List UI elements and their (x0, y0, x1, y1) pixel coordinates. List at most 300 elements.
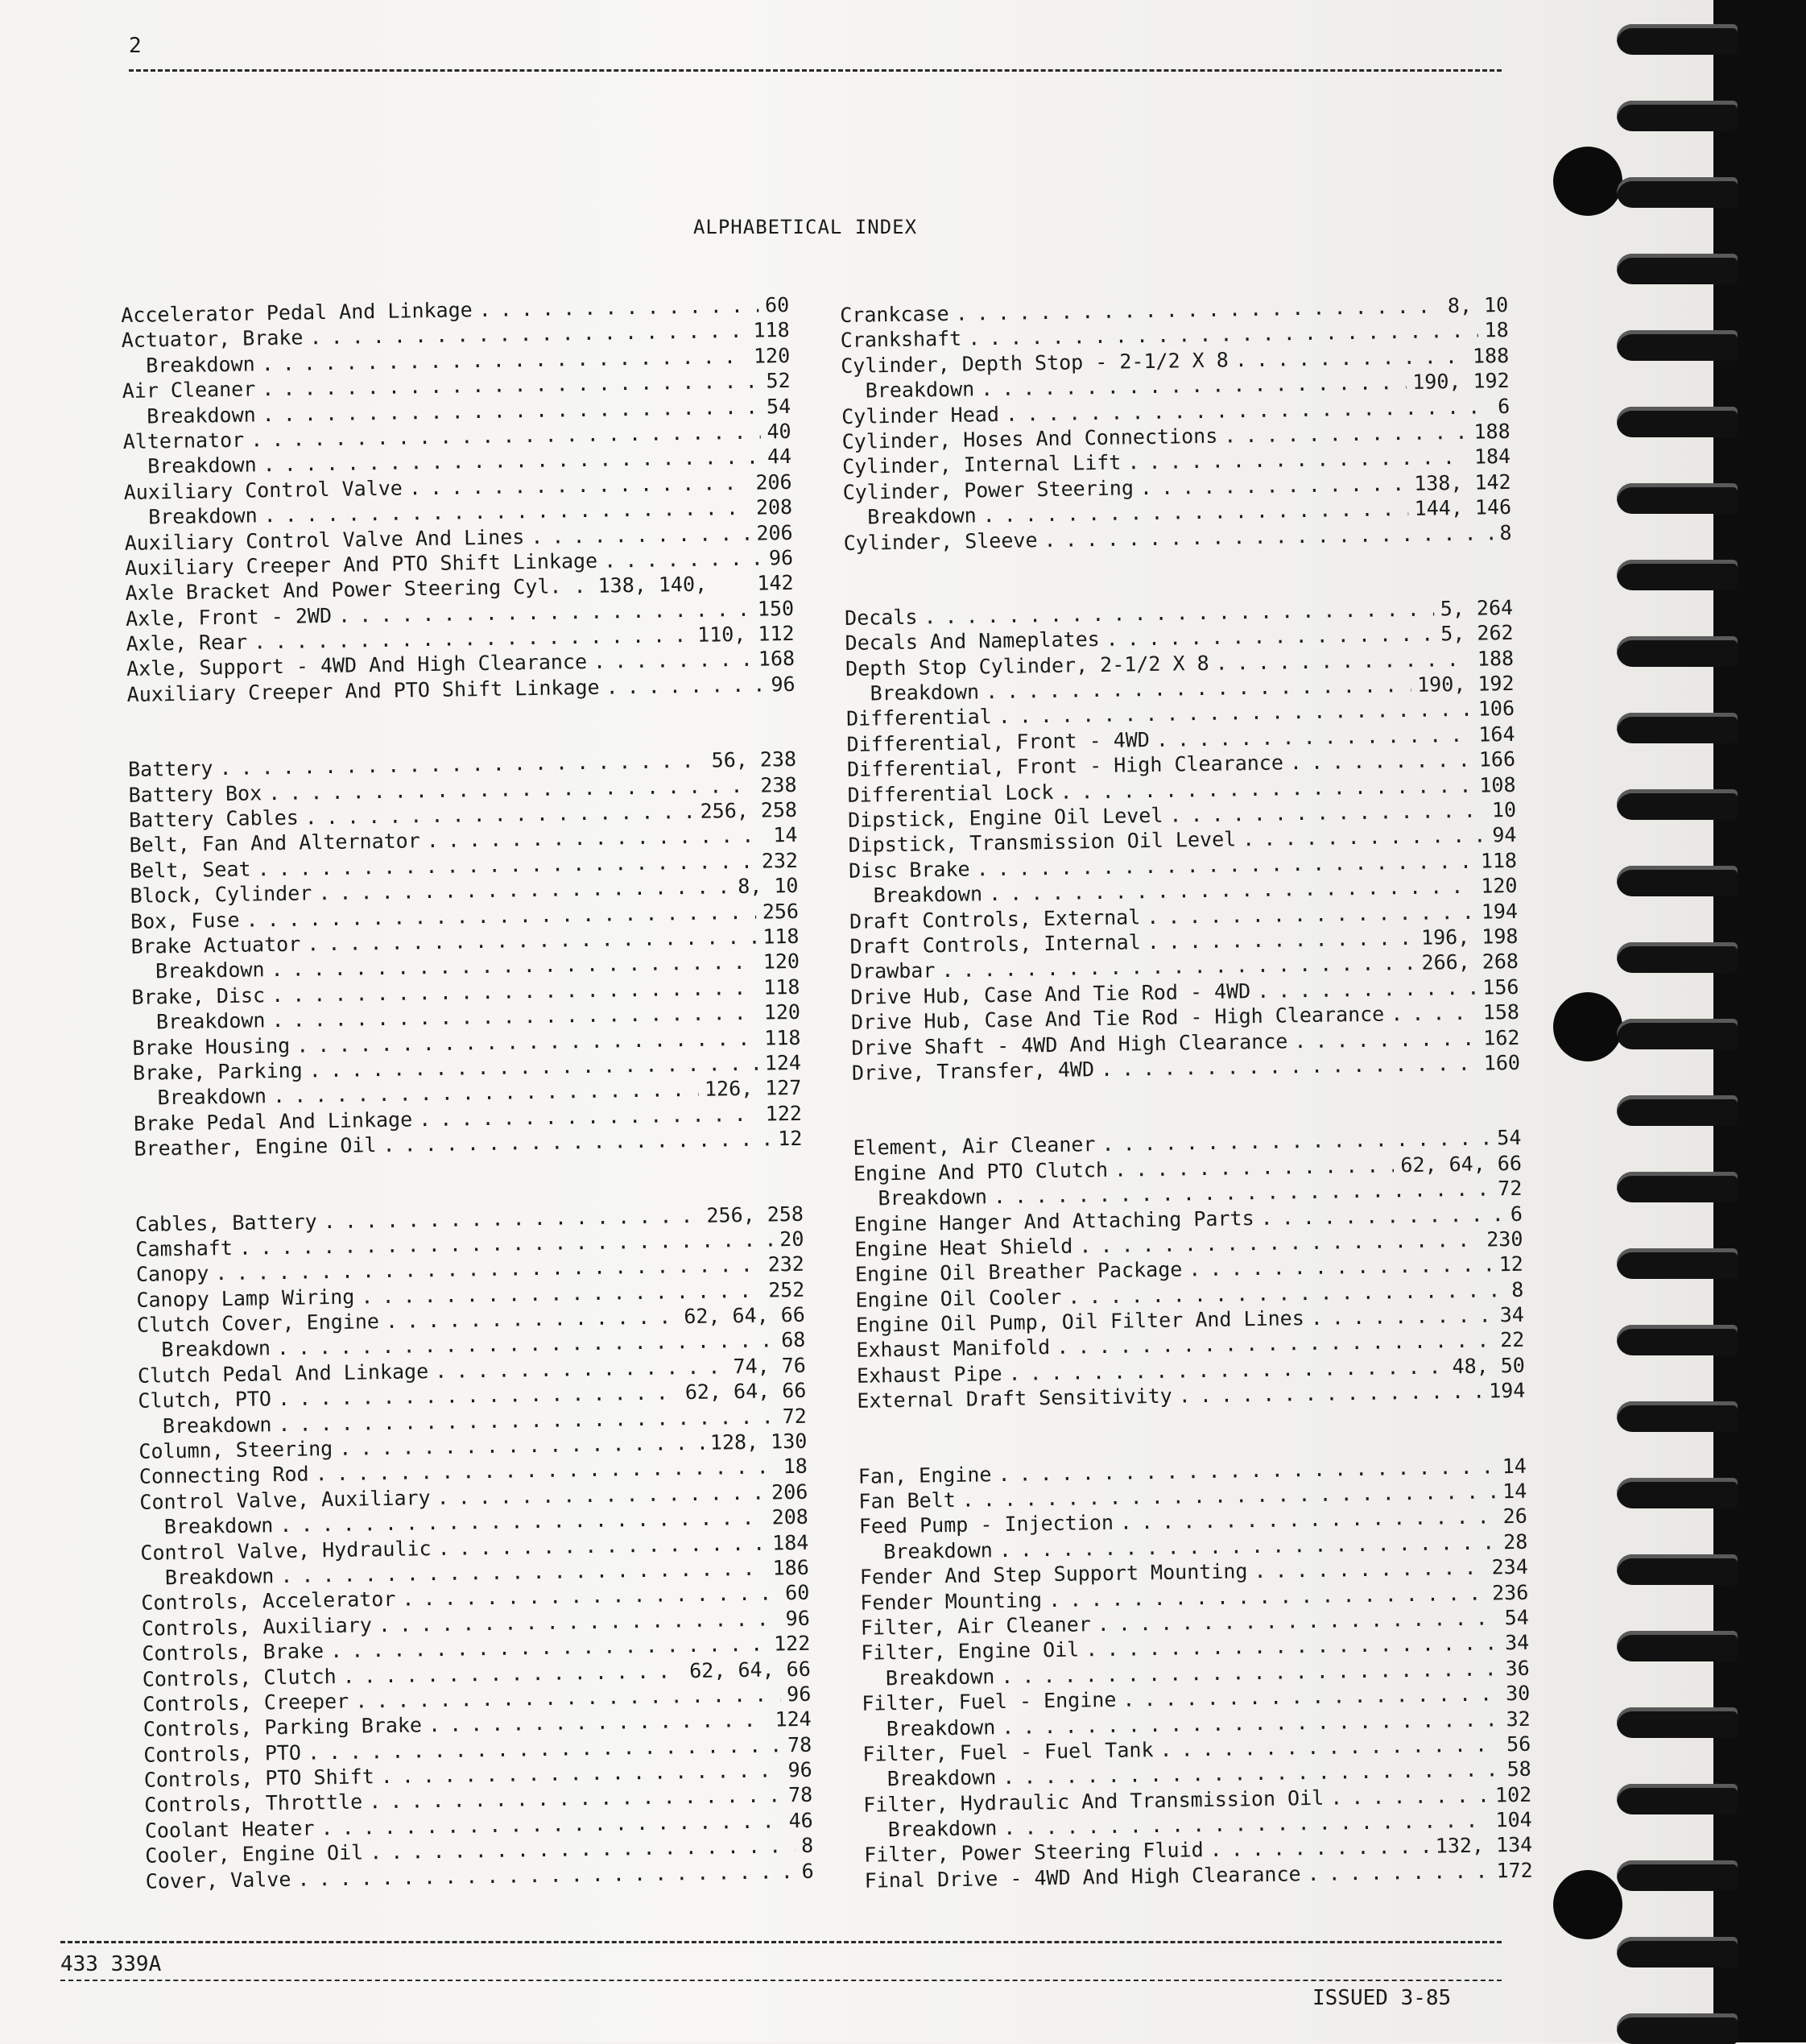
page-number: 2 (129, 34, 142, 58)
dot-leader (1242, 823, 1486, 852)
entry-label: Exhaust Pipe (856, 1361, 1002, 1388)
entry-pages: 132, 134 (1435, 1833, 1533, 1859)
entry-label: Controls, PTO (143, 1740, 302, 1767)
entry-label: Differential, Front - High Clearance (846, 751, 1284, 782)
entry-label: Breakdown (878, 1185, 988, 1210)
binding-coil (1617, 1937, 1738, 1967)
entry-label: Controls, Clutch (142, 1664, 337, 1691)
entry-pages: 238 (760, 772, 797, 797)
binding-coil (1617, 713, 1738, 743)
entry-label: Controls, Auxiliary (141, 1613, 373, 1641)
entry-label: Breakdown (147, 503, 258, 529)
entry-pages: 62, 64, 66 (1400, 1151, 1523, 1177)
dot-leader (1178, 1379, 1482, 1409)
spiral-binding (1594, 0, 1806, 2042)
entry-label: Clutch Pedal And Linkage (137, 1359, 429, 1388)
entry-label: Connecting Rod (138, 1462, 309, 1489)
binding-coil (1617, 636, 1738, 667)
entry-pages: 252 (767, 1277, 805, 1302)
index-section (840, 292, 1512, 556)
entry-pages: 18 (783, 1454, 808, 1479)
entry-pages: 162 (1483, 1025, 1520, 1050)
entry-pages: 34 (1499, 1302, 1525, 1327)
entry-pages: 184 (771, 1530, 809, 1555)
entry-label: Controls, Throttle (144, 1790, 363, 1818)
entry-label: Fender Mounting (860, 1587, 1043, 1615)
binding-coil (1617, 1325, 1738, 1355)
entry-pages: 188 (1473, 419, 1511, 444)
entry-pages: 62, 64, 66 (689, 1657, 811, 1682)
entry-pages: 208 (755, 495, 793, 519)
entry-pages: 74, 76 (733, 1353, 807, 1379)
entry-pages: 234 (1491, 1554, 1528, 1579)
binding-coil (1617, 254, 1738, 284)
entry-label: Cylinder Head (841, 402, 1000, 428)
entry-pages: 5, 262 (1440, 621, 1514, 646)
binding-coil (1617, 1784, 1738, 1814)
entry-label: Engine And PTO Clutch (853, 1157, 1109, 1185)
entry-pages: 106 (1477, 697, 1515, 722)
binding-coil (1617, 1095, 1738, 1126)
entry-label: Breakdown (870, 680, 980, 705)
dot-leader (1330, 1782, 1489, 1810)
entry-label: Filter, Engine Oil (861, 1637, 1080, 1665)
index-section (853, 1125, 1525, 1413)
entry-label: Depth Stop Cylinder, 2-1/2 X 8 (845, 651, 1209, 681)
entry-pages: 150 (757, 596, 795, 621)
index-section (135, 1201, 814, 1893)
entry-pages: 156 (1482, 974, 1519, 999)
entry-label: Engine Oil Breather Package (854, 1257, 1183, 1287)
entry-pages: 96 (768, 545, 794, 570)
entry-label: Column, Steering (138, 1437, 333, 1463)
binding-coil (1617, 2013, 1738, 2044)
entry-pages: 184 (1473, 445, 1511, 469)
entry-label: Breakdown (147, 453, 257, 478)
entry-label: Cylinder, Power Steering (842, 476, 1134, 504)
entry-label: Battery (127, 756, 213, 782)
entry-pages: 160 (1483, 1050, 1521, 1075)
entry-label: Battery Box (128, 780, 262, 807)
entry-pages: 68 (780, 1328, 806, 1352)
entry-label: Engine Oil Pump, Oil Filter And Lines (855, 1306, 1305, 1337)
entry-pages: 72 (1498, 1176, 1523, 1201)
entry-pages: 144, 146 (1414, 495, 1512, 520)
entry-pages: 12 (778, 1126, 803, 1151)
entry-label: Brake Pedal And Linkage (133, 1107, 413, 1136)
entry-pages: 186 (772, 1555, 809, 1580)
binding-coil (1617, 483, 1738, 514)
entry-label: Alternator (122, 428, 245, 453)
index-section (128, 747, 803, 1161)
entry-pages: 236 (1491, 1580, 1529, 1605)
entry-label: Decals And Nameplates (845, 627, 1100, 656)
entry-pages: 206 (756, 520, 793, 545)
entry-pages: 118 (753, 318, 790, 343)
entry-pages: 168 (758, 647, 796, 672)
binding-coil (1617, 101, 1738, 131)
index-column-right (840, 292, 1534, 1943)
entry-pages: 122 (773, 1631, 811, 1656)
entry-pages: 158 (1482, 1000, 1520, 1024)
entry-pages: 48, 50 (1452, 1353, 1526, 1379)
entry-label: Drive, Transfer, 4WD (851, 1057, 1095, 1085)
entry-label: Fan, Engine (858, 1462, 992, 1488)
entry-pages: 6 (801, 1859, 814, 1883)
entry-label: Engine Hanger And Attaching Parts (853, 1206, 1254, 1236)
dot-leader (1257, 974, 1477, 1003)
entry-pages: 94 (1492, 823, 1517, 847)
binding-coil (1617, 1631, 1738, 1661)
entry-pages: 6 (1497, 394, 1511, 418)
entry-label: Belt, Fan And Alternator (129, 829, 421, 858)
entry-pages: 54 (1504, 1605, 1529, 1630)
entry-label: Drive Shaft - 4WD And High Clearance (851, 1028, 1288, 1060)
entry-label: External Draft Sensitivity (857, 1384, 1172, 1413)
binding-coil (1617, 407, 1738, 437)
entry-label: Draft Controls, External (849, 904, 1141, 933)
entry-label: Breakdown (155, 1008, 266, 1034)
entry-label: Drive Hub, Case And Tie Rod - High Clearance (850, 1002, 1385, 1035)
entry-label: Breakdown (162, 1412, 272, 1438)
entry-pages: 190, 192 (1416, 671, 1515, 697)
entry-label: Cables, Battery (134, 1209, 317, 1236)
entry-pages: 26 (1502, 1504, 1527, 1529)
entry-label: Breakdown (885, 1664, 995, 1690)
entry-label: Control Valve, Hydraulic (140, 1536, 432, 1565)
entry-pages: 8 (1511, 1277, 1524, 1301)
entry-label: Breakdown (866, 503, 977, 529)
binding-coil (1617, 1478, 1738, 1508)
dot-leader (1254, 1555, 1486, 1584)
entry-label: Canopy Lamp Wiring (136, 1285, 355, 1312)
entry-pages: 54 (1497, 1126, 1522, 1150)
entry-label: Breakdown (865, 377, 975, 403)
top-divider (129, 69, 1502, 72)
entry-label: Cooler, Engine Oil (145, 1840, 364, 1868)
entry-pages: 14 (1502, 1454, 1527, 1478)
entry-pages: 230 (1486, 1227, 1523, 1252)
entry-label: Clutch, PTO (138, 1387, 272, 1413)
binding-coil (1617, 866, 1738, 896)
entry-label: Draft Controls, Internal (849, 930, 1141, 958)
dot-leader (604, 545, 762, 573)
entry-label: Breakdown (164, 1564, 275, 1590)
entry-label: Disc Brake (848, 857, 970, 883)
entry-label: Brake, Disc (131, 983, 266, 1009)
dot-leader (1260, 1202, 1504, 1231)
entry-label: Cover, Valve (145, 1867, 291, 1893)
dot-leader (1391, 1000, 1477, 1027)
entry-pages: 44 (767, 445, 792, 469)
entry-pages: 10 (1491, 797, 1517, 822)
entry-pages: 196, 198 (1420, 924, 1519, 950)
entry-label: Actuator, Brake (121, 325, 304, 353)
entry-pages: 104 (1495, 1807, 1532, 1832)
entry-pages: 128, 130 (709, 1429, 808, 1454)
dot-leader (1101, 1051, 1477, 1082)
entry-label: Axle, Front - 2WD (125, 603, 333, 631)
binding-coil (1617, 1554, 1738, 1585)
bottom-divider (60, 1941, 1502, 1943)
entry-pages: 266, 268 (1421, 950, 1519, 975)
entry-label: Belt, Seat (129, 857, 251, 883)
entry-label: Controls, Brake (142, 1639, 324, 1665)
dot-leader (382, 1127, 771, 1158)
entry-pages: 20 (779, 1227, 804, 1252)
entry-pages: 232 (767, 1252, 805, 1276)
entry-pages: 62, 64, 66 (684, 1302, 806, 1329)
entry-pages: 166 (1478, 747, 1516, 772)
entry-pages: 78 (787, 1783, 813, 1807)
entry-pages: 96 (787, 1757, 812, 1782)
entry-label: Control Valve, Auxiliary (139, 1485, 431, 1514)
entry-pages: 120 (762, 950, 800, 974)
entry-pages: 138, 142 (1413, 470, 1511, 495)
entry-pages: 40 (767, 419, 791, 444)
entry-label: Fan Belt (858, 1487, 957, 1513)
entry-label: Breakdown (886, 1765, 997, 1791)
binding-coil (1617, 177, 1738, 208)
dot-leader (1311, 1302, 1494, 1330)
entry-pages: 120 (1481, 874, 1518, 898)
entry-label: Breakdown (146, 402, 256, 428)
entry-label: Breakdown (157, 1084, 267, 1110)
binding-coil (1617, 330, 1738, 361)
entry-pages: 56, 238 (711, 747, 797, 772)
entry-label: Breakdown (155, 958, 265, 983)
entry-label: Element, Air Cleaner (853, 1132, 1096, 1161)
entry-pages: 96 (785, 1606, 810, 1630)
entry-pages: 102 (1494, 1782, 1532, 1807)
entry-label: Cylinder, Internal Lift (841, 450, 1122, 479)
entry-label: Axle Bracket And Power Steering Cyl. . 138, 140, (125, 572, 708, 606)
entry-label: Block, Cylinder (130, 881, 312, 908)
dot-leader (1307, 1858, 1490, 1886)
index-section (121, 292, 796, 707)
entry-pages: 22 (1499, 1328, 1525, 1352)
dot-leader (435, 1354, 727, 1384)
entry-label: Clutch Cover, Engine (136, 1310, 380, 1337)
entry-label: Controls, Creeper (143, 1689, 349, 1716)
entry-label: Breather, Engine Oil (134, 1133, 377, 1161)
entry-label: Brake Housing (132, 1033, 291, 1060)
entry-pages: 14 (1502, 1479, 1527, 1504)
dot-leader (605, 672, 764, 699)
dot-leader (1224, 420, 1468, 449)
entry-label: Exhaust Manifold (856, 1335, 1051, 1363)
entry-label: Controls, PTO Shift (143, 1765, 374, 1792)
entry-label: Breakdown (163, 1513, 274, 1539)
binding-coil (1617, 1707, 1738, 1738)
entry-pages: 120 (763, 1000, 801, 1024)
entry-label: Differential (845, 705, 992, 731)
entry-pages: 108 (1479, 772, 1516, 797)
index-section (845, 595, 1520, 1086)
entry-label: Battery Cables (128, 805, 300, 832)
entry-pages: 5, 264 (1440, 595, 1514, 621)
entry-label: Auxiliary Control Valve (123, 476, 403, 504)
entry-label: Cylinder, Depth Stop - 2-1/2 X 8 (841, 348, 1229, 378)
entry-pages: 142 (757, 571, 794, 595)
entry-pages: 256, 258 (700, 797, 798, 823)
entry-pages: 194 (1488, 1379, 1526, 1403)
binding-coil (1617, 1019, 1738, 1049)
entry-pages: 118 (762, 924, 800, 949)
entry-pages: 58 (1506, 1757, 1531, 1781)
entry-pages: 190, 192 (1411, 369, 1510, 395)
entry-label: Auxiliary Creeper And PTO Shift Linkage (124, 548, 598, 580)
entry-label: Axle, Support - 4WD And High Clearance (126, 650, 588, 681)
entry-pages: 8 (1499, 520, 1512, 544)
entry-pages: 118 (1480, 848, 1518, 873)
binding-coil (1617, 1401, 1738, 1432)
binding-coil (1617, 1860, 1738, 1891)
entry-pages: 54 (766, 394, 791, 418)
dot-leader (593, 647, 752, 674)
entry-pages: 256 (762, 899, 800, 924)
entry-pages: 124 (775, 1707, 812, 1732)
entry-label: Filter, Fuel - Engine (862, 1687, 1117, 1715)
entry-label: Auxiliary Creeper And PTO Shift Linkage (126, 675, 600, 706)
entry-pages: 30 (1505, 1681, 1531, 1706)
entry-label: Brake Actuator (130, 932, 301, 958)
entry-pages: 172 (1496, 1858, 1533, 1883)
entry-label: Auxiliary Control Valve And Lines (124, 524, 525, 555)
binding-coil (1617, 1172, 1738, 1202)
entry-pages: 34 (1504, 1631, 1530, 1655)
entry-pages: 36 (1505, 1656, 1530, 1680)
entry-label: Axle, Rear (126, 630, 248, 656)
entry-label: Dipstick, Transmission Oil Level (848, 827, 1237, 858)
dot-leader (1147, 925, 1415, 955)
entry-pages: 96 (786, 1682, 812, 1707)
entry-pages: 122 (765, 1101, 803, 1126)
entry-pages: 6 (1510, 1202, 1523, 1226)
entry-label: Filter, Fuel - Fuel Tank (862, 1738, 1154, 1766)
dot-leader (531, 520, 750, 549)
entry-label: Cylinder, Hoses And Connections (841, 424, 1218, 453)
entry-label: Crankcase (840, 301, 949, 327)
entry-pages: 14 (773, 823, 798, 847)
entry-label: Accelerator Pedal And Linkage (121, 298, 473, 327)
entry-pages: 60 (764, 292, 790, 317)
entry-label: Filter, Hydraulic And Transmission Oil (863, 1785, 1325, 1817)
entry-pages: 206 (771, 1479, 808, 1504)
entry-pages: 118 (764, 1025, 801, 1050)
entry-pages: 72 (782, 1404, 808, 1428)
entry-pages: 164 (1478, 722, 1515, 747)
entry-label: Air Cleaner (122, 377, 256, 403)
dot-leader (1209, 1834, 1429, 1863)
entry-pages: 32 (1506, 1707, 1531, 1731)
entry-pages: 56 (1506, 1732, 1531, 1756)
entry-label: Differential Lock (847, 780, 1054, 807)
dot-leader (1294, 1025, 1477, 1053)
dot-leader (1215, 646, 1471, 675)
entry-pages: 124 (764, 1050, 802, 1075)
entry-label: Final Drive - 4WD And High Clearance (864, 1862, 1301, 1893)
entry-label: Breakdown (873, 882, 983, 908)
entry-label: Engine Heat Shield (854, 1234, 1073, 1261)
entry-pages: 8, 10 (737, 874, 799, 899)
entry-label: Breakdown (161, 1336, 271, 1362)
entry-label: Controls, Parking Brake (143, 1713, 423, 1742)
entry-pages: 96 (771, 672, 796, 697)
entry-pages: 62, 64, 66 (684, 1379, 807, 1405)
entry-pages: 12 (1498, 1252, 1524, 1276)
entry-label: Drawbar (849, 958, 936, 984)
entry-label: Cylinder, Sleeve (843, 528, 1038, 555)
entry-pages: 188 (1472, 343, 1510, 368)
entry-label: Brake, Parking (132, 1058, 303, 1085)
entry-pages: 256, 258 (706, 1202, 804, 1227)
entry-label: Canopy (135, 1261, 209, 1287)
binding-coil (1617, 560, 1738, 590)
binding-coil (1617, 789, 1738, 820)
entry-label: Camshaft (135, 1235, 233, 1261)
dot-leader (1140, 471, 1408, 501)
entry-label: Engine Oil Cooler (855, 1285, 1062, 1312)
entry-label: Decals (844, 605, 918, 630)
bottom-divider-secondary (60, 1980, 1502, 1981)
entry-label: Drive Hub, Case And Tie Rod - 4WD (850, 979, 1251, 1009)
entry-label: Differential, Front - 4WD (846, 727, 1151, 756)
binding-coil (1617, 942, 1738, 973)
dot-leader (1235, 344, 1467, 373)
document-number: 433 339A (60, 1952, 162, 1976)
entry-label: Feed Pump - Injection (858, 1511, 1114, 1539)
entry-label: Breakdown (887, 1816, 998, 1842)
entry-label: Breakdown (886, 1715, 996, 1740)
entry-label: Filter, Power Steering Fluid (864, 1838, 1204, 1868)
entry-pages: 208 (771, 1504, 809, 1529)
entry-label: Filter, Air Cleaner (860, 1612, 1092, 1640)
binding-coil (1617, 24, 1738, 55)
page-title: ALPHABETICAL INDEX (692, 216, 918, 238)
entry-pages: 18 (1484, 318, 1509, 342)
entry-label: Box, Fuse (130, 908, 240, 933)
entry-pages: 8 (800, 1833, 814, 1858)
entry-label: Breakdown (145, 352, 255, 378)
entry-pages: 188 (1477, 646, 1515, 671)
entry-pages: 28 (1502, 1529, 1528, 1554)
entry-label: Dipstick, Engine Oil Level (847, 803, 1163, 832)
index-section (858, 1453, 1533, 1893)
entry-pages: 8, 10 (1447, 292, 1509, 318)
entry-label: Fender And Step Support Mounting (859, 1559, 1248, 1589)
entry-pages: 110, 112 (696, 621, 795, 647)
entry-label: Coolant Heater (144, 1816, 315, 1843)
entry-pages: 194 (1481, 899, 1519, 924)
entry-label: Controls, Accelerator (141, 1587, 396, 1616)
entry-pages: 120 (753, 343, 791, 368)
entry-pages: 78 (787, 1732, 812, 1756)
entry-pages: 126, 127 (704, 1076, 802, 1102)
entry-pages: 232 (761, 848, 799, 873)
entry-label: Crankshaft (840, 327, 962, 353)
dot-leader (1290, 747, 1473, 776)
index-column-left (121, 292, 815, 1944)
binding-coil (1617, 1248, 1738, 1279)
entry-pages: 206 (755, 470, 792, 494)
entry-label: Breakdown (883, 1538, 994, 1564)
entry-pages: 60 (784, 1581, 810, 1605)
entry-pages: 118 (763, 974, 800, 999)
issue-date: ISSUED 3-85 (1312, 1986, 1452, 2010)
entry-pages: 46 (788, 1808, 813, 1833)
entry-pages: 52 (766, 369, 791, 393)
